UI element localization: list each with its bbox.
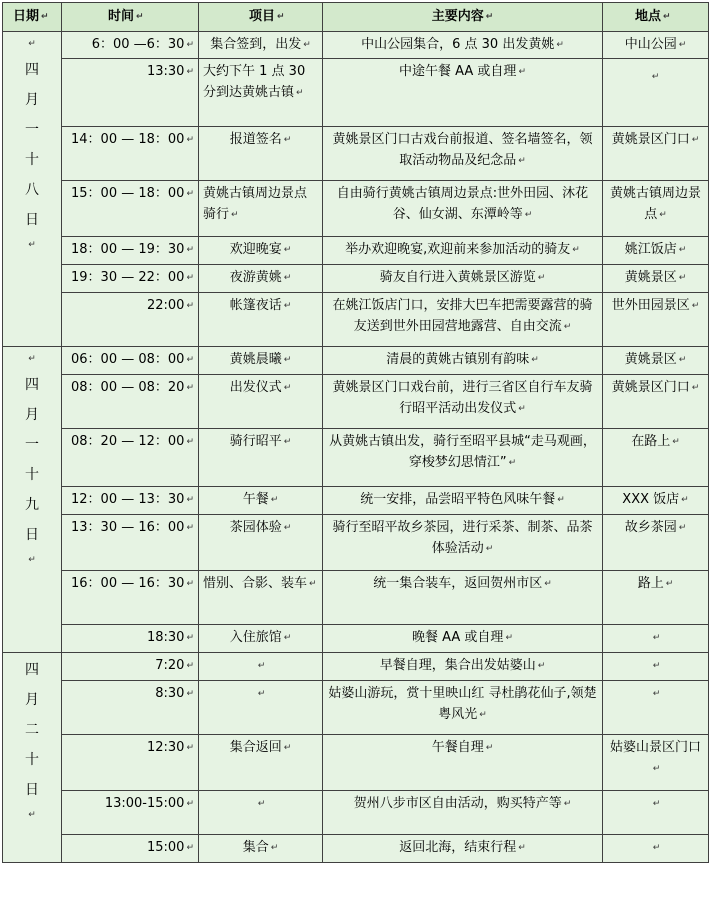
content-cell: 在姚江饭店门口，安排大巴车把需要露营的骑友送到世外田园营地露营、自由交流 ↵ [323, 293, 603, 347]
header-date: 日期 ↵ [3, 3, 62, 32]
paragraph-mark-icon: ↵ [557, 495, 565, 505]
content-cell: 中山公园集合，6 点 30 出发黄姚 ↵ [323, 32, 603, 59]
paragraph-mark-icon: ↵ [41, 12, 49, 22]
place-cell [603, 653, 709, 681]
paragraph-mark-icon: ↵ [186, 245, 194, 255]
time-cell: 8:30 ↵ [62, 681, 199, 735]
paragraph-mark-icon: ↵ [186, 579, 194, 589]
table-row [3, 653, 709, 681]
paragraph-mark-icon: ↵ [485, 743, 494, 753]
item-cell: 欢迎晚宴 ↵ [199, 237, 323, 265]
paragraph-mark-icon: ↵ [678, 523, 687, 533]
paragraph-mark-icon: ↵ [485, 12, 494, 22]
content-cell: 从黄姚古镇出发，骑行至昭平县城“走马观画，穿梭梦幻思情江” ↵ [323, 429, 603, 487]
content-cell: 贺州八步市区自由活动，购买特产等 ↵ [323, 791, 603, 835]
time-cell: 18：00 — 19：30 ↵ [62, 237, 199, 265]
table-row [3, 59, 709, 127]
content-cell: 骑友自行进入黄姚景区游览 ↵ [323, 265, 603, 293]
item-cell: 集合签到，出发 ↵ [199, 32, 323, 59]
content-cell: 黄姚景区门口戏台前，进行三省区自行车友骑行昭平活动出发仪式 ↵ [323, 375, 603, 429]
paragraph-mark-icon: ↵ [186, 301, 194, 311]
paragraph-mark-icon: ↵ [556, 40, 564, 50]
item-cell: 黄姚晨曦 ↵ [199, 347, 323, 375]
content-cell: 清晨的黄姚古镇别有韵味 ↵ [323, 347, 603, 375]
paragraph-mark-icon: ↵ [186, 843, 194, 853]
content-cell: 骑行至昭平故乡茶园，进行采茶、制茶、品茶体验活动 ↵ [323, 515, 603, 571]
paragraph-mark-icon: ↵ [186, 135, 194, 145]
item-cell: 大约下午 1 点 30 分到达黄姚古镇 ↵ [199, 59, 323, 127]
time-cell: 22:00 ↵ [62, 293, 199, 347]
table-row [3, 835, 709, 863]
paragraph-mark-icon: ↵ [270, 495, 279, 505]
date-label-day1: 四月一十八日 [25, 62, 39, 228]
place-cell: 世外田园景区 ↵ [603, 293, 709, 347]
paragraph-mark-icon: ↵ [508, 458, 517, 468]
schedule-table [2, 2, 709, 863]
place-cell [603, 835, 709, 863]
table-row [3, 429, 709, 487]
content-cell: 中途午餐 AA 或自理 ↵ [323, 59, 603, 127]
date-label-day2: 四月一十九日 [25, 377, 39, 543]
paragraph-mark-icon: ↵ [283, 301, 292, 311]
item-cell: 集合返回 ↵ [199, 735, 323, 791]
paragraph-mark-icon: ↵ [186, 661, 194, 671]
paragraph-mark-icon: ↵ [309, 579, 317, 589]
paragraph-mark-icon: ↵ [296, 88, 304, 98]
item-cell [199, 791, 323, 835]
item-cell: 骑行昭平 ↵ [199, 429, 323, 487]
paragraph-mark-icon: ↵ [518, 67, 526, 77]
table-row [3, 791, 709, 835]
item-cell: 集合 ↵ [199, 835, 323, 863]
paragraph-mark-icon: ↵ [283, 383, 292, 393]
item-cell: 报道签名 ↵ [199, 127, 323, 181]
paragraph-mark-icon: ↵ [283, 743, 292, 753]
paragraph-mark-icon: ↵ [186, 189, 194, 199]
paragraph-mark-icon: ↵ [186, 743, 194, 753]
item-cell: 午餐 ↵ [199, 487, 323, 515]
paragraph-mark-icon: ↵ [678, 245, 687, 255]
time-cell: 6：00 —6：30 ↵ [62, 32, 199, 59]
item-cell: 惜别、合影、装车 ↵ [199, 571, 323, 625]
paragraph-mark-icon: ↵ [652, 764, 661, 774]
table-row [3, 735, 709, 791]
date-label-day3: 四月二十日 [25, 662, 39, 798]
time-cell: 08：00 — 08：20 ↵ [62, 375, 199, 429]
paragraph-mark-icon: ↵ [257, 799, 266, 809]
table-row [3, 181, 709, 237]
item-cell: 帐篷夜话 ↵ [199, 293, 323, 347]
paragraph-mark-icon: ↵ [544, 579, 552, 589]
item-cell: 出发仪式 ↵ [199, 375, 323, 429]
place-cell: 黄姚景区 ↵ [603, 265, 709, 293]
time-cell: 06：00 — 08：00 ↵ [62, 347, 199, 375]
paragraph-mark-icon: ↵ [518, 156, 526, 166]
place-cell: XXX 饭店 ↵ [603, 487, 709, 515]
paragraph-mark-icon: ↵ [563, 799, 572, 809]
place-cell: 黄姚景区门口 ↵ [603, 127, 709, 181]
paragraph-mark-icon: ↵ [485, 544, 494, 554]
place-cell: 黄姚古镇周边景点 ↵ [603, 181, 709, 237]
paragraph-mark-icon: ↵ [283, 355, 292, 365]
content-cell: 返回北海，结束行程 ↵ [323, 835, 603, 863]
paragraph-mark-icon: ↵ [665, 579, 674, 589]
paragraph-mark-icon: ↵ [691, 135, 700, 145]
paragraph-mark-icon: ↵ [283, 273, 292, 283]
header-time: 时间 ↵ [62, 3, 199, 32]
place-cell: 姑婆山景区门口↵ [603, 735, 709, 791]
paragraph-mark-icon: ↵ [186, 273, 194, 283]
table-row [3, 681, 709, 735]
paragraph-mark-icon: ↵ [283, 437, 292, 447]
place-cell: 黄姚景区 ↵ [603, 347, 709, 375]
time-cell: 12：00 — 13：30 ↵ [62, 487, 199, 515]
paragraph-mark-icon: ↵ [505, 633, 513, 643]
date-cell-day2 [3, 347, 62, 653]
paragraph-mark-icon: ↵ [28, 555, 36, 565]
header-place: 地点 ↵ [603, 3, 709, 32]
paragraph-mark-icon: ↵ [537, 661, 546, 671]
paragraph-mark-icon: ↵ [518, 404, 526, 414]
paragraph-mark-icon: ↵ [186, 67, 194, 77]
table-row [3, 32, 709, 59]
paragraph-mark-icon: ↵ [518, 843, 526, 853]
paragraph-mark-icon: ↵ [663, 12, 671, 22]
table-row [3, 127, 709, 181]
paragraph-mark-icon: ↵ [28, 810, 36, 820]
time-cell: 13：30 — 16：00 ↵ [62, 515, 199, 571]
header-row [3, 3, 709, 32]
paragraph-mark-icon: ↵ [572, 245, 580, 255]
date-cell-day1 [3, 32, 62, 347]
content-cell: 举办欢迎晚宴,欢迎前来参加活动的骑友 ↵ [323, 237, 603, 265]
header-content: 主要内容 ↵ [323, 3, 603, 32]
paragraph-mark-icon: ↵ [651, 72, 660, 82]
time-cell: 12:30 ↵ [62, 735, 199, 791]
item-cell: 夜游黄姚 ↵ [199, 265, 323, 293]
paragraph-mark-icon: ↵ [652, 633, 661, 643]
paragraph-mark-icon: ↵ [479, 710, 487, 720]
paragraph-mark-icon: ↵ [537, 273, 546, 283]
table-row [3, 347, 709, 375]
paragraph-mark-icon: ↵ [691, 301, 700, 311]
paragraph-mark-icon: ↵ [186, 495, 194, 505]
paragraph-mark-icon: ↵ [283, 135, 292, 145]
place-cell [603, 791, 709, 835]
paragraph-mark-icon: ↵ [257, 661, 266, 671]
time-cell: 13:00-15:00 ↵ [62, 791, 199, 835]
paragraph-mark-icon: ↵ [270, 843, 279, 853]
paragraph-mark-icon: ↵ [277, 12, 285, 22]
place-cell [603, 625, 709, 653]
content-cell: 晚餐 AA 或自理 ↵ [323, 625, 603, 653]
paragraph-mark-icon: ↵ [186, 40, 194, 50]
paragraph-mark-icon: ↵ [678, 355, 687, 365]
time-cell: 15：00 — 18：00 ↵ [62, 181, 199, 237]
place-cell: 中山公园 ↵ [603, 32, 709, 59]
content-cell: 姑婆山游玩，赏十里映山红 寻杜鹃花仙子,领楚粤风光 ↵ [323, 681, 603, 735]
table-row [3, 293, 709, 347]
date-cell-day3 [3, 653, 62, 863]
paragraph-mark-icon: ↵ [231, 210, 239, 220]
paragraph-mark-icon: ↵ [303, 40, 311, 50]
time-cell: 15:00 ↵ [62, 835, 199, 863]
paragraph-mark-icon: ↵ [563, 322, 572, 332]
schedule-document [2, 2, 708, 898]
content-cell: 自由骑行黄姚古镇周边景点:世外田园、沐花谷、仙女湖、东潭岭等 ↵ [323, 181, 603, 237]
paragraph-mark-icon: ↵ [28, 39, 36, 49]
paragraph-mark-icon: ↵ [652, 799, 661, 809]
paragraph-mark-icon: ↵ [531, 355, 539, 365]
paragraph-mark-icon: ↵ [136, 12, 144, 22]
paragraph-mark-icon: ↵ [681, 495, 689, 505]
table-row [3, 571, 709, 625]
paragraph-mark-icon: ↵ [186, 437, 194, 447]
paragraph-mark-icon: ↵ [28, 240, 36, 250]
time-cell: 14：00 — 18：00 ↵ [62, 127, 199, 181]
time-cell: 16：00 — 16：30 ↵ [62, 571, 199, 625]
place-cell [603, 681, 709, 735]
item-cell [199, 681, 323, 735]
paragraph-mark-icon: ↵ [524, 210, 533, 220]
time-cell: 13:30 ↵ [62, 59, 199, 127]
time-cell: 7:20 ↵ [62, 653, 199, 681]
table-row [3, 625, 709, 653]
time-cell: 18:30 ↵ [62, 625, 199, 653]
paragraph-mark-icon: ↵ [28, 354, 36, 364]
content-cell: 统一集合装车，返回贺州市区 ↵ [323, 571, 603, 625]
content-cell: 早餐自理，集合出发姑婆山 ↵ [323, 653, 603, 681]
place-cell: 故乡茶园 ↵ [603, 515, 709, 571]
item-cell [199, 653, 323, 681]
time-cell: 19：30 — 22：00 ↵ [62, 265, 199, 293]
content-cell: 统一安排，品尝昭平特色风味午餐 ↵ [323, 487, 603, 515]
paragraph-mark-icon: ↵ [283, 633, 292, 643]
header-item: 项目 ↵ [199, 3, 323, 32]
place-cell: 姚江饭店 ↵ [603, 237, 709, 265]
paragraph-mark-icon: ↵ [678, 273, 687, 283]
place-cell: 路上 ↵ [603, 571, 709, 625]
paragraph-mark-icon: ↵ [283, 245, 292, 255]
content-cell: 黄姚景区门口古戏台前报道、签名墙签名，领取活动物品及纪念品 ↵ [323, 127, 603, 181]
table-row [3, 515, 709, 571]
paragraph-mark-icon: ↵ [672, 437, 680, 447]
place-cell: 在路上 ↵ [603, 429, 709, 487]
paragraph-mark-icon: ↵ [186, 383, 194, 393]
paragraph-mark-icon: ↵ [652, 661, 661, 671]
paragraph-mark-icon: ↵ [186, 799, 194, 809]
place-cell: 黄姚景区门口 ↵ [603, 375, 709, 429]
content-cell: 午餐自理 ↵ [323, 735, 603, 791]
paragraph-mark-icon: ↵ [652, 843, 661, 853]
paragraph-mark-icon: ↵ [678, 40, 687, 50]
paragraph-mark-icon: ↵ [257, 689, 266, 699]
paragraph-mark-icon: ↵ [186, 523, 194, 533]
item-cell: 茶园体验 ↵ [199, 515, 323, 571]
item-cell: 入住旅馆 ↵ [199, 625, 323, 653]
paragraph-mark-icon: ↵ [652, 689, 661, 699]
time-cell: 08：20 — 12：00 ↵ [62, 429, 199, 487]
paragraph-mark-icon: ↵ [186, 355, 194, 365]
table-row [3, 237, 709, 265]
paragraph-mark-icon: ↵ [691, 383, 700, 393]
paragraph-mark-icon: ↵ [659, 210, 667, 220]
paragraph-mark-icon: ↵ [283, 523, 292, 533]
paragraph-mark-icon: ↵ [186, 633, 194, 643]
place-cell [603, 59, 709, 127]
item-cell: 黄姚古镇周边景点骑行 ↵ [199, 181, 323, 237]
table-row [3, 265, 709, 293]
table-row [3, 375, 709, 429]
paragraph-mark-icon: ↵ [186, 689, 194, 699]
table-row [3, 487, 709, 515]
